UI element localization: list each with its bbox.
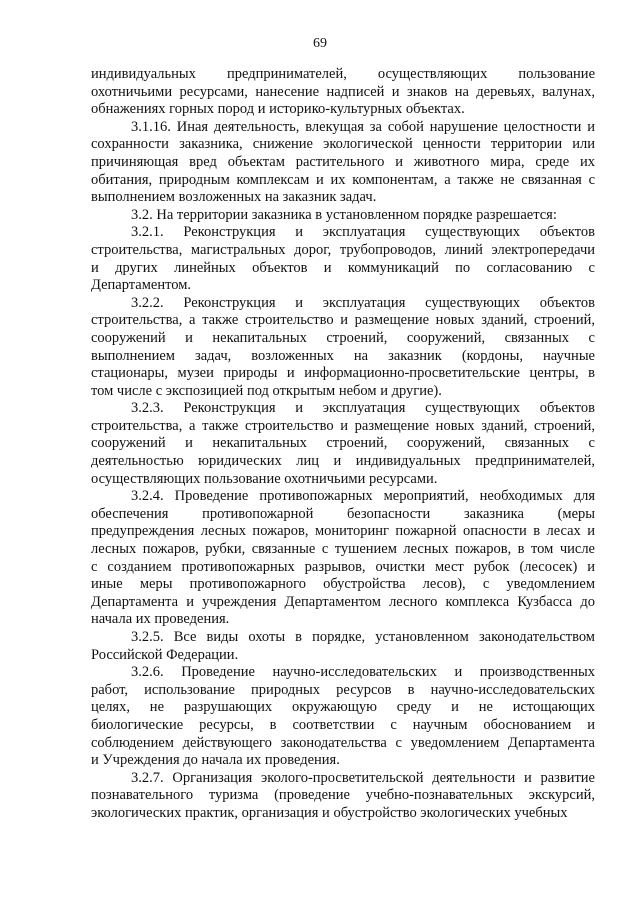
text-line: том числе с экспозицией под открытым небом и другие). xyxy=(91,382,442,399)
text-line: и Учреждения до начала их проведения. xyxy=(91,752,340,769)
text-line: сооружений и некапитальных строений, сооружений, связанных с xyxy=(91,435,595,452)
text-line: Департамента и учреждения Департаментом лесного комплекса Кузбасса до xyxy=(91,593,595,610)
text-line: 3.2.6. Проведение научно-исследовательских и производственных xyxy=(131,664,595,681)
text-line: обитания, природным комплексам и их компонентам, а также не связанная с xyxy=(91,171,595,188)
text-line: Департаментом. xyxy=(91,277,191,294)
text-line: строительства, а также строительство и размещение новых зданий, строений, xyxy=(91,417,595,434)
text-line: выполнением возложенных на заказник задач. xyxy=(91,189,377,206)
text-line: охотничьими ресурсами, нанесение надписей и знаков на деревьях, валунах, xyxy=(91,83,595,100)
text-line: индивидуальных предпринимателей, осуществляющих пользование xyxy=(91,66,595,82)
document-body xyxy=(91,66,595,823)
text-line: 3.2.3. Реконструкция и эксплуатация существующих объектов xyxy=(131,400,595,417)
paragraph-3-2-3 xyxy=(91,400,595,488)
paragraph-3-2-6 xyxy=(91,664,595,770)
text-line: сооружений и некапитальных строений, сооружений, связанных с xyxy=(91,329,595,346)
text-line: работ, использование природных ресурсов в научно-исследовательских xyxy=(91,681,595,698)
text-line: деятельностью юридических лиц и индивидуальных предпринимателей, xyxy=(91,453,595,470)
text-line: предупреждения лесных пожаров, мониторинг пожарной опасности в лесах и xyxy=(91,523,595,540)
paragraph-3-2-2 xyxy=(91,295,595,401)
text-line: 3.2.7. Организация эколого-просветительской деятельности и развитие xyxy=(131,769,595,786)
text-line: 3.2. На территории заказника в установленном порядке разрешается: xyxy=(131,206,557,223)
text-line: лесных пожаров, рубки, связанные с тушением лесных пожаров, в том числе xyxy=(91,541,595,558)
text-line: 3.2.5. Все виды охоты в порядке, установленном законодательством xyxy=(131,629,595,645)
text-line: строительства, магистральных дорог, трубопроводов, линий электропередачи xyxy=(91,241,595,258)
text-line: обеспечения противопожарной безопасности заказника (меры xyxy=(91,505,595,522)
text-line: 3.2.4. Проведение противопожарных мероприятий, необходимых для xyxy=(131,488,595,505)
text-line: начала их проведения. xyxy=(91,611,230,628)
paragraph-3-2 xyxy=(91,207,595,225)
paragraph-3-2-5 xyxy=(91,629,595,664)
text-line: обнажениях горных пород и историко-культурных объектах. xyxy=(91,101,465,118)
text-line: осуществляющих пользование охотничьими ресурсами. xyxy=(91,470,438,487)
text-line: Российской Федерации. xyxy=(91,646,239,663)
text-line: и других линейных объектов и коммуникаций по согласованию с xyxy=(91,259,595,276)
text-line: экологических практик, организация и обустройство экологических учебных xyxy=(91,804,568,821)
text-line: соблюдением действующего законодательства с уведомлением Департамента xyxy=(91,734,595,751)
text-line: стационары, музеи природы и информационно-просветительские центры, в xyxy=(91,365,595,382)
text-line: иные меры противопожарного обустройства лесов), с уведомлением xyxy=(91,576,595,593)
text-line: биологические ресурсы, в соответствии с научным обоснованием и xyxy=(91,716,595,733)
paragraph-3-1-16 xyxy=(91,119,595,207)
paragraph-3-2-1 xyxy=(91,224,595,294)
paragraph-3-2-4 xyxy=(91,488,595,629)
text-line: 3.2.1. Реконструкция и эксплуатация существующих объектов xyxy=(131,224,595,241)
text-line: выполнением задач, возложенных на заказник (кордоны, научные xyxy=(91,347,595,364)
text-line: причиняющая вред объектам растительного и животного мира, среде их xyxy=(91,153,595,170)
text-line: целях, не разрушающих окружающую среду и не истощающих xyxy=(91,699,595,716)
text-line: 3.2.2. Реконструкция и эксплуатация существующих объектов xyxy=(131,294,595,311)
text-line: 3.1.16. Иная деятельность, влекущая за собой нарушение целостности и xyxy=(131,118,595,135)
paragraph-3-2-7 xyxy=(91,770,595,823)
paragraph-continuation xyxy=(91,66,595,119)
text-line: с созданием противопожарных разрывов, очистки мест рубок (лесосек) и xyxy=(91,558,595,575)
text-line: сохранности заказника, снижение экологической ценности территории или xyxy=(91,136,595,153)
text-line: строительства, а также строительство и размещение новых зданий, строений, xyxy=(91,312,595,329)
text-line: познавательного туризма (проведение учебно-познавательных экскурсий, xyxy=(91,787,595,804)
page-number: 69 xyxy=(313,36,327,51)
